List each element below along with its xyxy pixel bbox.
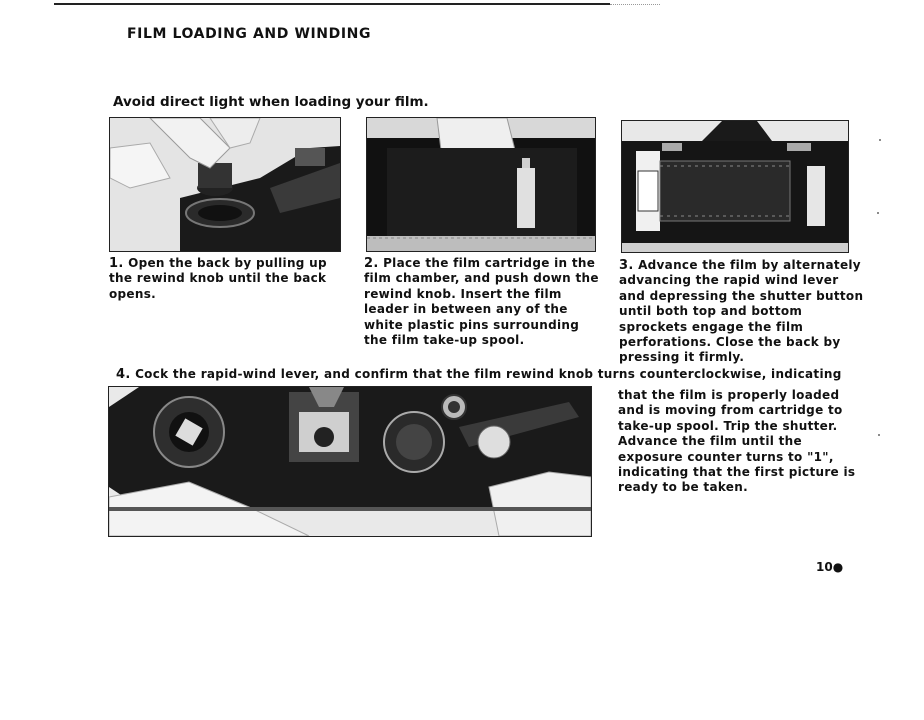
step-4-lead <box>116 367 876 382</box>
photo-open-back <box>109 117 341 252</box>
step-4-continuation: that the film is properly loaded and is moving from cartridge to take-up spool. Trip the shutter. Advance the film until the exposure counter turns to "1", indicating that the first picture is ready to be taken. <box>618 388 856 495</box>
page-number: 10● <box>816 560 844 574</box>
speck <box>877 212 879 214</box>
step-2-number: 2. <box>364 256 379 271</box>
step-4-number: 4. <box>116 367 131 382</box>
step-3-text: Advance the film by alternately advancing the rapid wind lever and depressing the shutter button until both top and bottom sprockets engage the film perforations. Close the back by pressing it firmly. <box>619 258 864 365</box>
top-rule-faint <box>610 4 660 6</box>
intro-text: Avoid direct light when loading your film. <box>113 94 429 110</box>
photo-advance-film <box>621 120 849 253</box>
section-title: FILM LOADING AND WINDING <box>127 26 372 42</box>
step-1-number: 1. <box>109 256 124 271</box>
step-4-lead-text: Cock the rapid-wind lever, and confirm that the film rewind knob turns counterclockwise, indicating <box>135 367 842 381</box>
speck <box>879 139 881 141</box>
step-2-text: Place the film cartridge in the film chamber, and push down the rewind knob. Insert the film leader in between any of the white plastic pins surrounding the film take-up spool. <box>364 256 599 348</box>
step-3-number: 3. <box>619 258 634 273</box>
photo-rapid-wind <box>108 386 592 537</box>
step-1-text: Open the back by pulling up the rewind knob until the back opens. <box>109 256 327 301</box>
step-1-caption <box>109 256 349 302</box>
step-2-caption <box>364 256 604 348</box>
photo-insert-cartridge <box>366 117 596 252</box>
speck <box>878 434 880 436</box>
top-rule <box>54 3 610 5</box>
step-3-caption <box>619 258 869 366</box>
